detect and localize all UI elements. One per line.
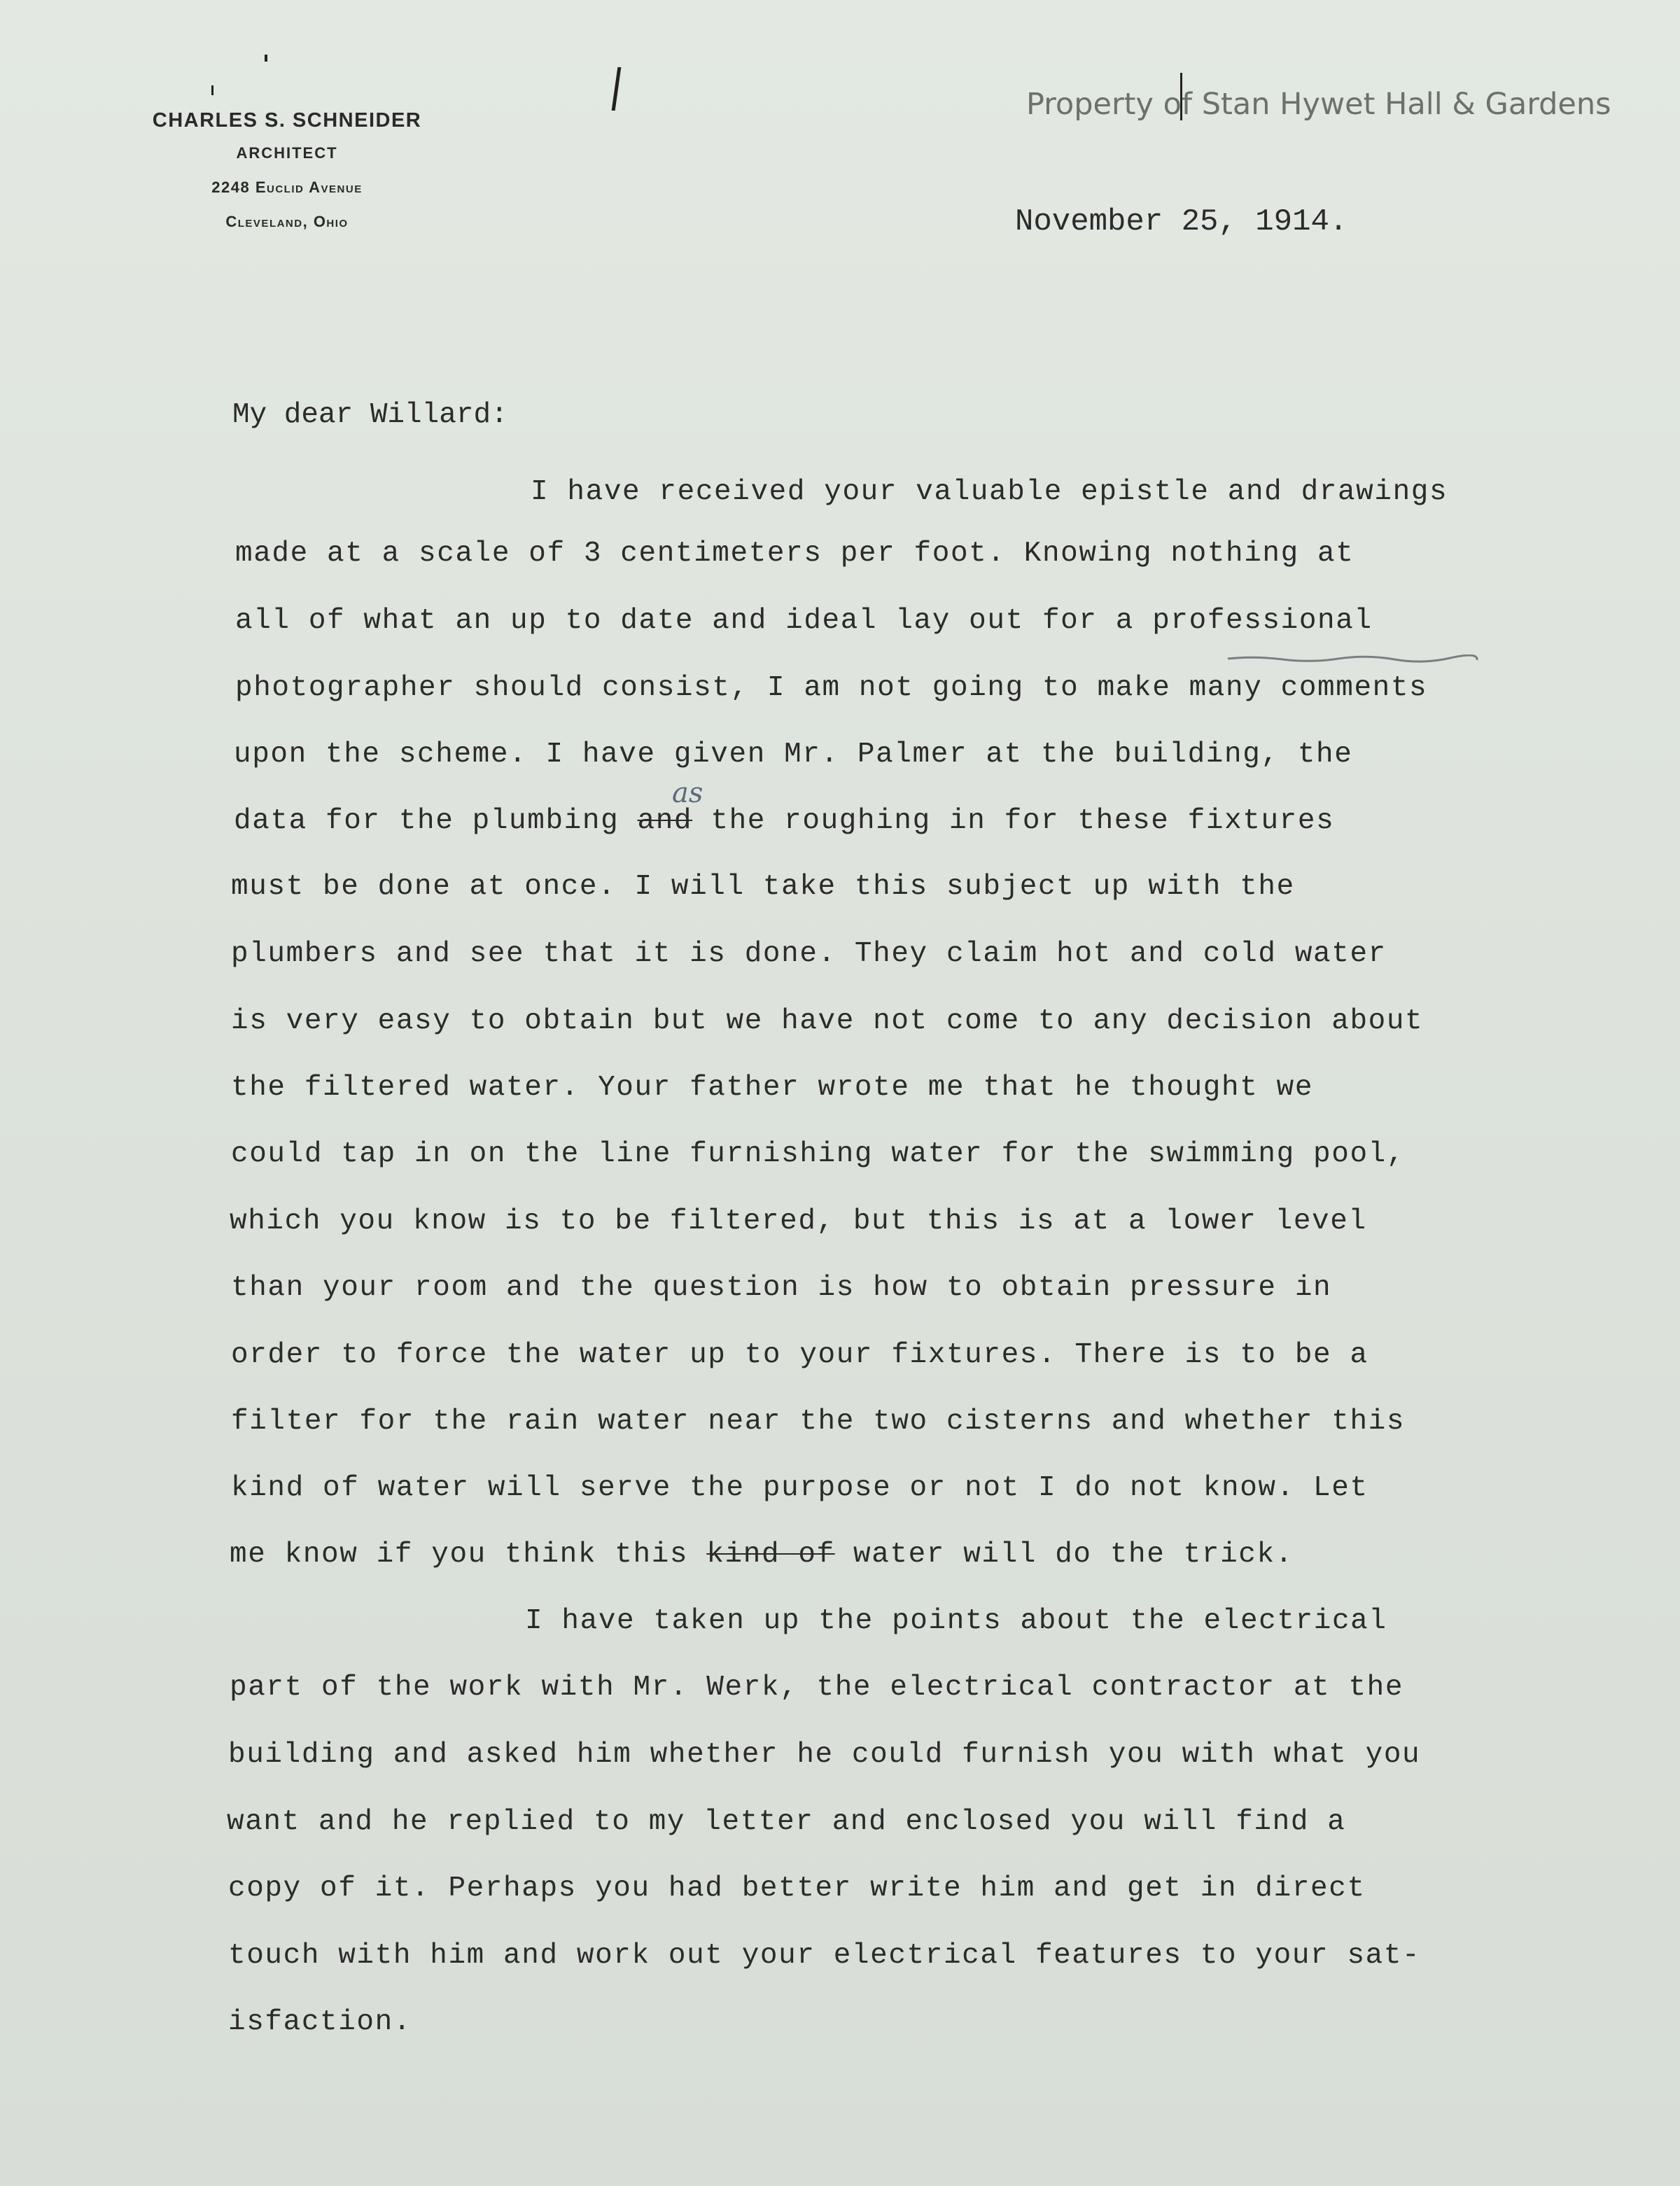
body-line bbox=[230, 1539, 1294, 1571]
ink-mark-left-2 bbox=[211, 85, 214, 95]
body-line: part of the work with Mr. Werk, the electrical contractor at the bbox=[230, 1672, 1404, 1704]
letter-date: November 25, 1914. bbox=[1015, 204, 1348, 239]
archive-watermark: Property of Stan Hywet Hall & Gardens bbox=[1026, 87, 1611, 122]
body-line: want and he replied to my letter and enclosed you will find a bbox=[227, 1806, 1346, 1838]
body-line: copy of it. Perhaps you had better write him and get in direct bbox=[228, 1872, 1366, 1905]
architect-address: 2248 Euclid Avenue bbox=[211, 178, 363, 196]
body-line-part: water will do the trick. bbox=[853, 1539, 1294, 1571]
ink-mark-center bbox=[612, 67, 622, 111]
body-line: plumbers and see that it is done. They claim hot and cold water bbox=[231, 938, 1387, 970]
body-line: upon the scheme. I have given Mr. Palmer at the building, the bbox=[234, 738, 1353, 771]
architect-title: ARCHITECT bbox=[236, 144, 338, 162]
body-line: which you know is to be filtered, but this is at a lower level bbox=[230, 1205, 1367, 1238]
body-line: I have taken up the points about the electrical bbox=[525, 1605, 1387, 1637]
body-line: order to force the water up to your fixtures. There is to be a bbox=[231, 1339, 1368, 1371]
body-line: I have received your valuable epistle and drawings bbox=[531, 476, 1448, 508]
ink-mark-left bbox=[265, 55, 267, 62]
body-line: could tap in on the line furnishing water for the swimming pool, bbox=[231, 1138, 1406, 1170]
body-line: building and asked him whether he could furnish you with what you bbox=[228, 1739, 1421, 1771]
body-line: must be done at once. I will take this subject up with the bbox=[231, 871, 1295, 903]
body-line: photographer should consist, I am not going to make many comments bbox=[235, 672, 1428, 704]
handwritten-correction: as bbox=[672, 777, 704, 809]
architect-name: CHARLES S. SCHNEIDER bbox=[152, 109, 422, 132]
architect-city: Cleveland, Ohio bbox=[225, 213, 349, 230]
salutation: My dear Willard: bbox=[232, 399, 508, 431]
body-line-part: me know if you think this bbox=[230, 1539, 689, 1571]
body-line: made at a scale of 3 centimeters per foot. Knowing nothing at bbox=[235, 538, 1354, 570]
body-line: filter for the rain water near the two cisterns and whether this bbox=[231, 1406, 1406, 1438]
body-line: isfaction. bbox=[228, 2006, 412, 2038]
professional-underline bbox=[1226, 654, 1478, 664]
letterhead bbox=[105, 105, 469, 239]
body-line bbox=[234, 805, 1334, 837]
body-line-part: data for the plumbing bbox=[234, 805, 620, 837]
body-line-part: the roughing in for these fixtures bbox=[710, 805, 1335, 837]
body-line: the filtered water. Your father wrote me that he thought we bbox=[231, 1072, 1314, 1104]
struck-word: and bbox=[637, 805, 693, 837]
body-line: kind of water will serve the purpose or not I do not know. Let bbox=[231, 1472, 1368, 1504]
body-line: touch with him and work out your electrical features to your sat- bbox=[228, 1940, 1421, 1972]
body-line: is very easy to obtain but we have not come to any decision about bbox=[231, 1005, 1424, 1037]
struck-words: kind of bbox=[706, 1539, 835, 1571]
body-line: than your room and the question is how to obtain pressure in bbox=[231, 1272, 1332, 1304]
body-line: all of what an up to date and ideal lay out for a professional bbox=[235, 605, 1373, 637]
